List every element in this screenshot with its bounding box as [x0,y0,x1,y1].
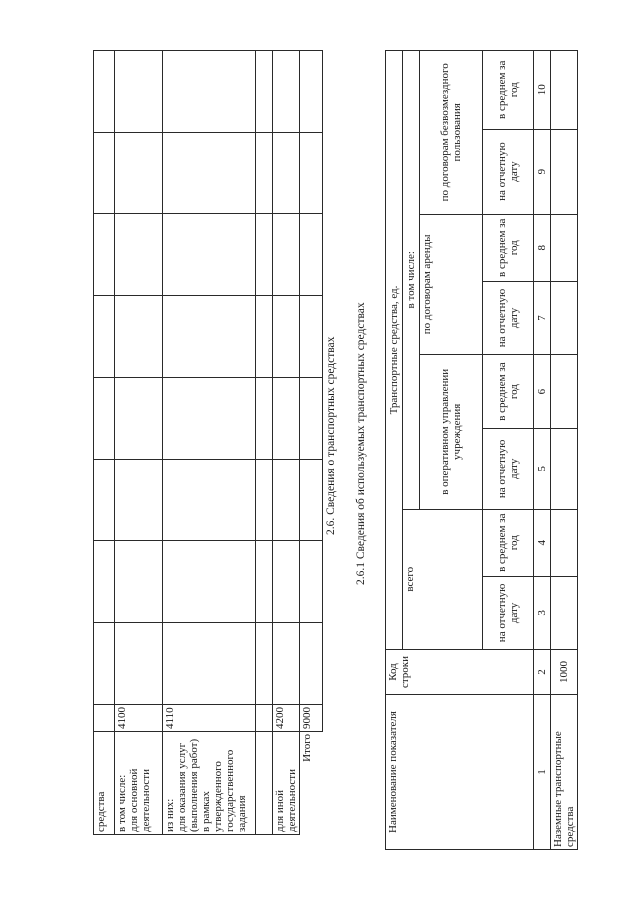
col-number: 1 [534,695,551,850]
col-on-date: на отчетную дату [483,576,534,649]
row-name: Итого [300,732,323,835]
col-on-date: на отчетную дату [483,281,534,354]
col-number: 2 [534,650,551,695]
fixed-assets-table-fragment [93,50,323,835]
group-header: Транспортные средства, ед. [386,51,403,650]
table-row [273,51,300,835]
subsection-heading: 2.6.1 Сведения об используемых транспортных средствах [355,302,367,585]
col-avg-year: в среднем за год [483,355,534,429]
col-number: 3 [534,576,551,649]
lease-header: по договорам аренды [420,214,483,354]
col-header-name: Наименование показателя [386,695,534,850]
col-number: 7 [534,281,551,354]
col-avg-year: в среднем за год [483,214,534,281]
row-code: 4110 [163,705,256,732]
table-row [163,51,256,835]
row-name: Наземные транспортные средства [551,695,578,850]
col-header-code: Код строки [386,650,534,695]
table-row [551,51,578,850]
table-row [256,51,273,835]
row-code: 1000 [551,650,578,695]
col-on-date: на отчетную дату [483,429,534,509]
table-row [300,51,323,835]
table-row [115,51,163,835]
col-number: 10 [534,51,551,130]
total-header: всего [403,509,483,649]
col-avg-year: в среднем за год [483,51,534,130]
row-code: 4200 [273,705,300,732]
col-number: 5 [534,429,551,509]
row-name: из них: для оказания услуг (выполнения работ) в рамках утвержденного государственного задания [163,732,256,835]
col-number: 9 [534,129,551,214]
col-number: 8 [534,214,551,281]
section-heading: 2.6. Сведения о транспортных средствах [325,336,337,535]
col-avg-year: в среднем за год [483,509,534,576]
row-code: 4100 [115,705,163,732]
col-number: 6 [534,355,551,429]
table-row [94,51,115,835]
including-header: в том числе: [403,51,420,510]
free-use-header: по договорам безвозмездного пользования [420,51,483,215]
table-header-row [386,51,403,850]
column-numbers-row [534,51,551,850]
col-on-date: на отчетную дату [483,129,534,214]
transport-table [385,50,578,850]
row-name: в том числе: для основной деятельности [115,732,163,835]
row-code: 9000 [300,705,323,732]
col-number: 4 [534,509,551,576]
row-header-label: средства [94,732,115,835]
row-name: для иной деятельности [273,732,300,835]
operational-header: в оперативном управлении учреждения [420,355,483,510]
